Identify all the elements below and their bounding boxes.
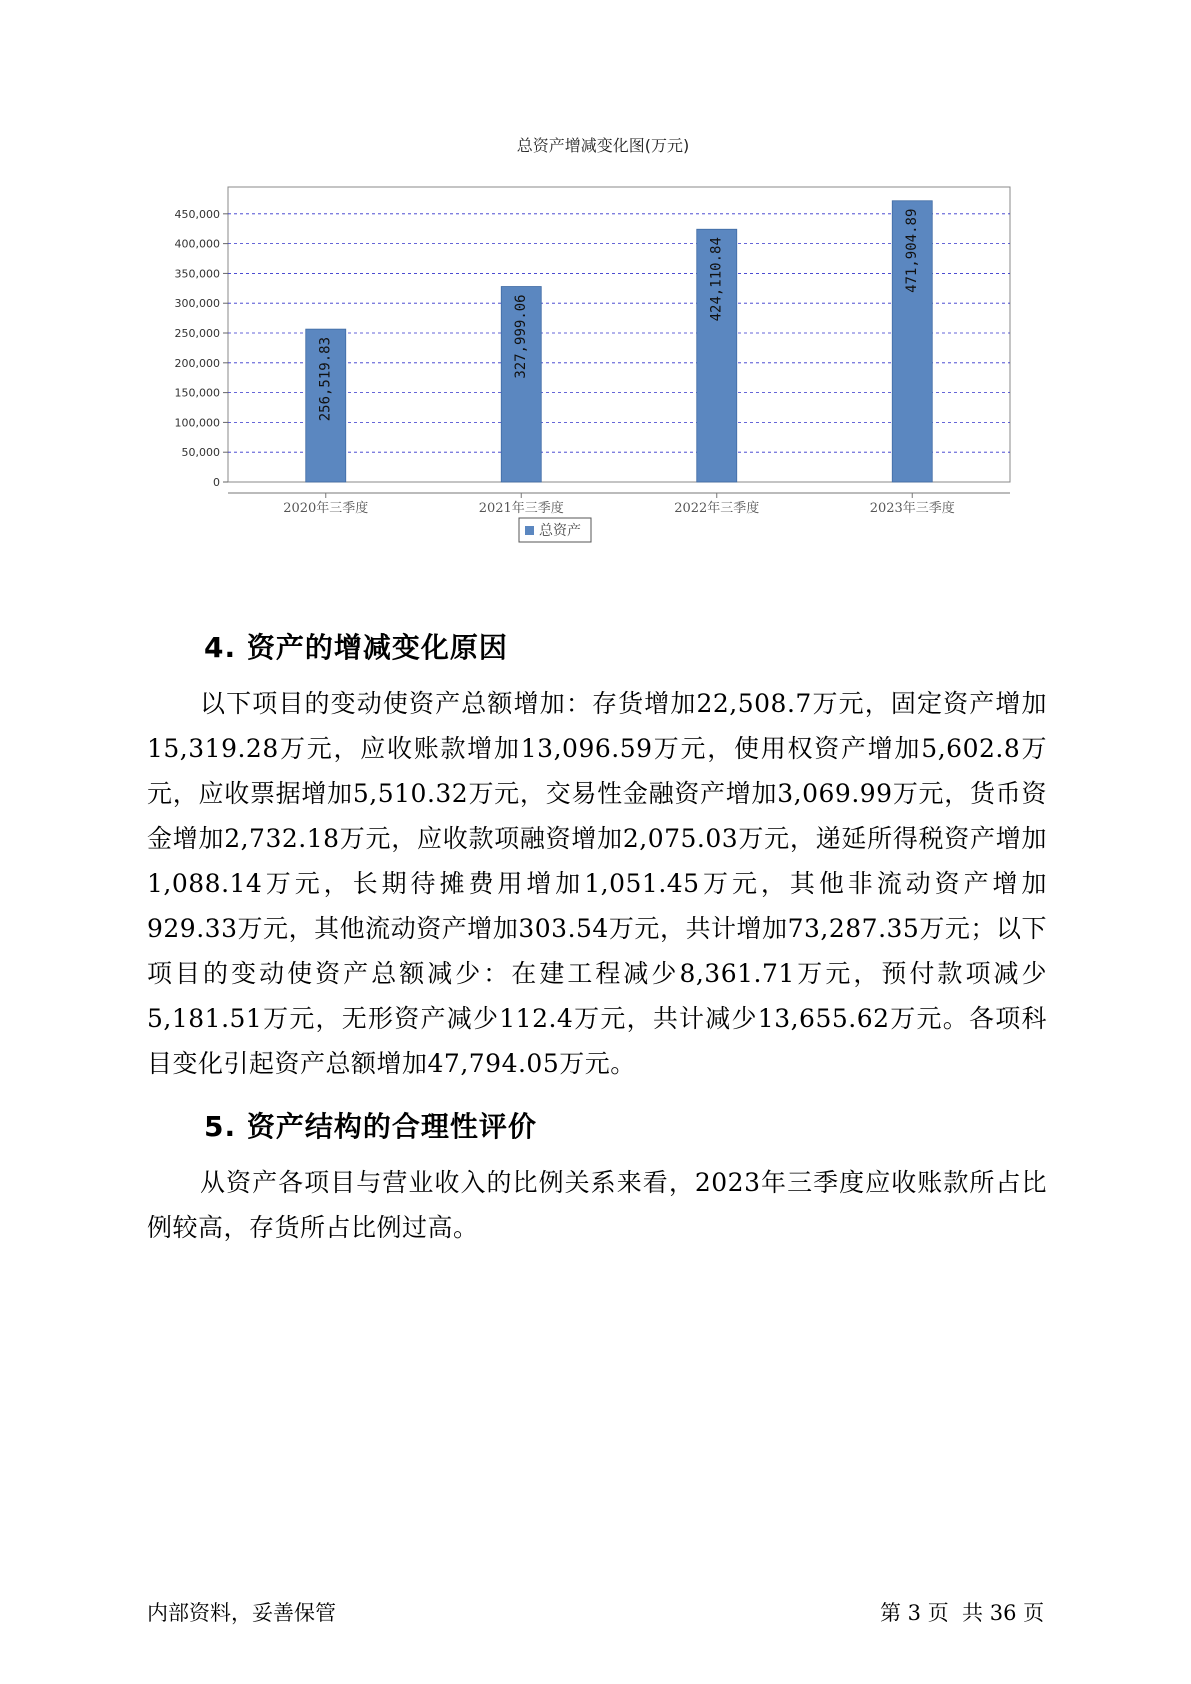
x-tick-label: 2021年三季度	[478, 501, 564, 516]
x-tick-label: 2020年三季度	[283, 501, 369, 516]
bar-data-label: 424,110.84	[708, 237, 725, 322]
bar-data-label: 471,904.89	[904, 208, 921, 293]
y-tick-label: 250,000	[174, 327, 220, 341]
legend-swatch	[525, 526, 534, 535]
bar-data-label: 327,999.06	[513, 294, 530, 379]
section-paragraph-5: 从资产各项目与营业收入的比例关系来看，2023年三季度应收账款所占比例较高，存货所占比例过高。	[147, 1168, 1047, 1242]
chart-legend	[519, 518, 591, 542]
footer-left: 内部资料，妥善保管	[147, 1601, 336, 1625]
section-heading-5: 5. 资产结构的合理性评价	[204, 1110, 537, 1143]
y-tick-label: 450,000	[174, 207, 220, 221]
y-tick-label: 350,000	[174, 267, 220, 281]
section-paragraph-4: 以下项目的变动使资产总额增加：存货增加22,508.7万元，固定资产增加15,319.28万元，应收账款增加13,096.59万元，使用权资产增加5,602.8万元，应收票据增加5,510.32万元，交易性金融资产增加3,069.99万元，货币资金增加2,732.18万元，应收款项融资增加2,075.03万元，递延所得税资产增加1,088.14万元，长期待摊费用增加1,051.45万元，其他非流动资产增加929.33万元，其他流动资产增加303.54万元，共计增加73,287.35万元；以下项目的变动使资产总额减少：在建工程减少8,361.71万元，预付款项减少5,181.51万元，无形资产减少112.4万元，共计减少13,655.62万元。各项科目变化引起资产总额增加47,794.05万元。	[147, 689, 1047, 1078]
legend-label: 总资产	[539, 523, 581, 539]
bar-data-label: 256,519.83	[317, 336, 334, 422]
x-tick-label: 2022年三季度	[674, 501, 760, 516]
y-tick-label: 0	[213, 476, 220, 489]
chart-title: 总资产增减变化图(万元)	[516, 136, 690, 155]
section-heading-4: 4. 资产的增减变化原因	[204, 631, 508, 664]
y-tick-label: 300,000	[174, 297, 220, 311]
y-tick-label: 200,000	[174, 356, 220, 370]
footer-page-number: 第 3 页 共 36 页	[880, 1601, 1045, 1625]
y-tick-label: 100,000	[174, 416, 220, 430]
total-assets-chart	[150, 135, 1030, 595]
y-tick-label: 150,000	[174, 386, 220, 400]
x-tick-label: 2023年三季度	[869, 501, 955, 516]
y-tick-label: 50,000	[181, 446, 220, 460]
y-tick-label: 400,000	[174, 237, 220, 251]
